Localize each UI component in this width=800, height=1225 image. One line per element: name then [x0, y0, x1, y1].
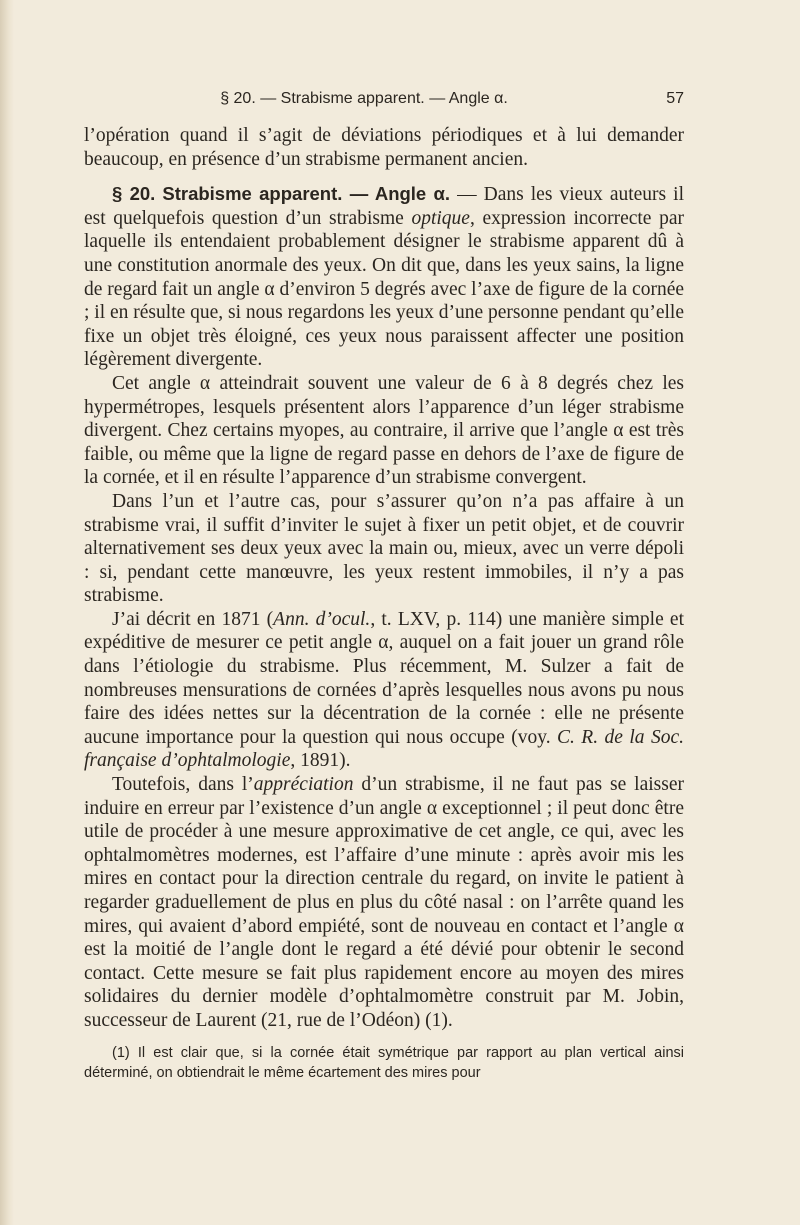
- paragraph: [84, 608, 684, 773]
- running-title: § 20. — Strabisme apparent. — Angle α.: [220, 90, 508, 107]
- section-title: Strabisme apparent. — Angle α.: [162, 183, 451, 205]
- italic-citation: Ann. d’ocul.: [273, 608, 371, 630]
- body-text: [84, 124, 684, 1033]
- footnote: (1) Il est clair que, si la cornée était symétrique par rapport au plan vertical ainsi déterminé, on obtiendrait le même écartement des mires pour: [84, 1045, 684, 1081]
- paragraph-text: , expression incorrecte par laquelle ils entendaient probablement désigner le strabisme apparent dû à une constitution anormale des yeux. On dit que, dans les yeux sains, la ligne de regard fait un angle α d’environ 5 degrés avec l’axe de figure de la cornée ; il en résulte que, si nous regardons les yeux d’une personne pendant qu’elle fixe un objet très éloigné, ces yeux nous paraissent affecter une position légèrement divergente.: [84, 207, 684, 371]
- page-number: 57: [666, 90, 684, 107]
- italic-term: optique: [411, 207, 470, 229]
- paragraph-text: — Dans les vieux auteurs il est quelquefois question d’un strabisme: [84, 184, 685, 229]
- paragraph-text: J’ai décrit en 1871 (: [112, 608, 274, 630]
- section-paragraph: [84, 182, 684, 372]
- running-header: [84, 90, 684, 112]
- paragraph-text: , 1891).: [290, 750, 351, 772]
- paragraph-text: Toutefois, dans l’: [112, 774, 254, 796]
- section-number: § 20.: [112, 183, 156, 205]
- paragraph: Dans l’un et l’autre cas, pour s’assurer qu’on n’a pas affaire à un strabisme vrai, il suffit d’inviter le sujet à fixer un petit objet, et de couvrir alternativement ses deux yeux avec la main ou, mieux, avec un verre dépoli : si, pendant cette manœuvre, les yeux restent immobiles, il n’y a pas strabisme.: [84, 490, 684, 607]
- page-binding-shadow: [0, 0, 14, 1225]
- italic-citation: C. R. de la Soc. française d’ophtalmologie: [84, 726, 684, 772]
- paragraph-continuation: l’opération quand il s’agit de déviations périodiques et à lui demander beaucoup, en présence d’un strabisme permanent ancien.: [84, 125, 684, 170]
- italic-term: appréciation: [253, 774, 354, 796]
- paragraph-text: d’un strabisme, il ne faut pas se laisser induire en erreur par l’existence d’un angle α exceptionnel ; il peut donc être utile de procéder à une mesure approximative de cet angle, ce qui, avec les ophtalmomètres modernes, est l’affaire d’une minute : après avoir mis les mires en contact pour la direction centrale du regard, on invite le patient à regarder graduellement de plus en plus du côté nasal : on l’arrête quand les mires, qui avaient d’abord empiété, sont de nouveau en contact et l’angle α est la moitié de l’angle dont le regard a été dévié pour obtenir le second contact. Cette mesure se fait plus rapidement encore au moyen des mires solidaires du dernier modèle d’ophtalmomètre construit par M. Jobin, successeur de Laurent (21, rue de l’Odéon) (1).: [84, 774, 684, 1031]
- paragraph: [84, 773, 684, 1033]
- paragraph-text: , t. LXV, p. 114) une manière simple et expéditive de mesurer ce petit angle α, auquel on a fait jouer un grand rôle dans l’étiologie du strabisme. Plus récemment, M. Sulzer a fait de nombreuses mensurations de cornées d’après lesquelles nous avons pu nous faire des idées nettes sur la décentration de la cornée : elle ne présente aucune importance pour la question qui nous occupe (voy.: [84, 608, 684, 748]
- paragraph: Cet angle α atteindrait souvent une valeur de 6 à 8 degrés chez les hypermétropes, lesquels présentent alors l’apparence d’un léger strabisme divergent. Chez certains myopes, au contraire, il arrive que l’angle α est très faible, ou même que la ligne de regard passe en dehors de l’axe de figure de la cornée, et il en résulte l’apparence d’un strabisme convergent.: [84, 372, 684, 489]
